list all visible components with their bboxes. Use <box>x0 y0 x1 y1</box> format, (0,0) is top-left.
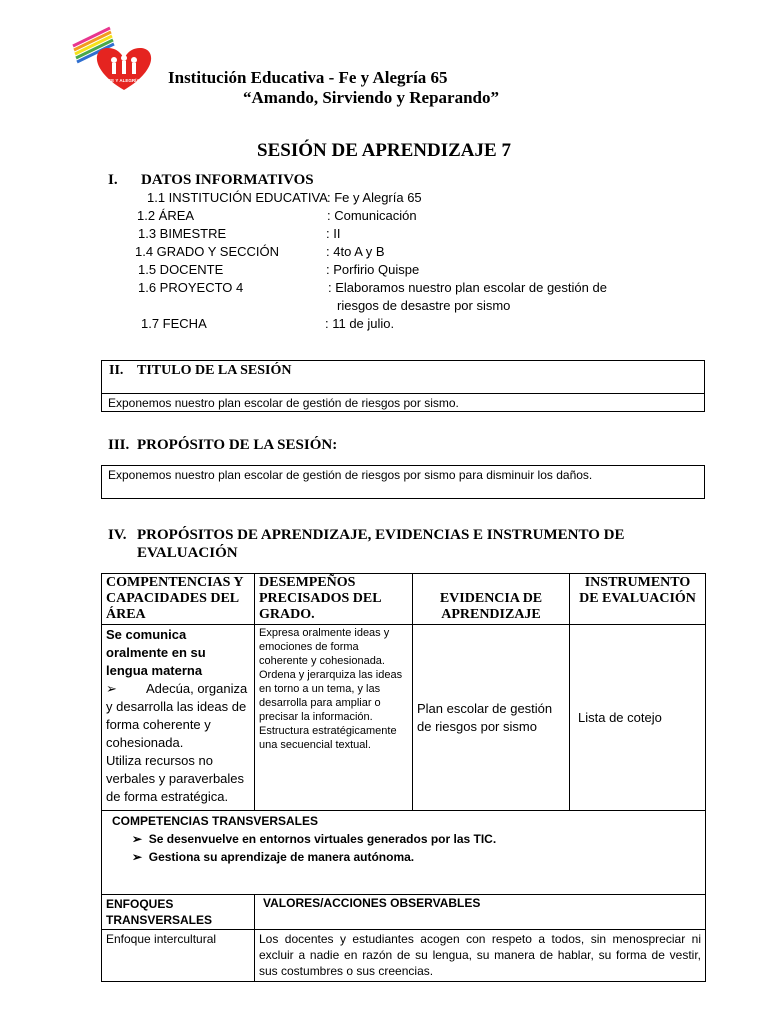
list-item: ➢ Gestiona su aprendizaje de manera autónoma. <box>132 850 415 864</box>
section-number: IV. <box>108 527 127 543</box>
table-header-row <box>102 574 706 625</box>
info-value: : Fe y Alegría 65 <box>327 190 422 205</box>
table-row <box>102 811 706 895</box>
table-header: INSTRUMENTO DE EVALUACIÓN <box>570 574 706 625</box>
info-value: : II <box>326 226 341 241</box>
section-title: PROPÓSITOS DE APRENDIZAJE, EVIDENCIAS E INSTRUMENTO DE <box>137 527 625 543</box>
info-label: 1.1 INSTITUCIÓN EDUCATIVA <box>147 190 328 205</box>
session-title-text: Exponemos nuestro plan escolar de gestión de riesgos por sismo. <box>108 396 459 410</box>
svg-text:FE Y ALEGRÍA: FE Y ALEGRÍA <box>108 78 140 83</box>
competencia-title: Se comunica oralmente en su lengua materna <box>106 627 206 678</box>
table-header: COMPENTENCIAS Y CAPACIDADES DEL ÁREA <box>102 574 255 625</box>
transversales-cell <box>102 811 706 895</box>
purpose-text: Exponemos nuestro plan escolar de gestión de riesgos por sismo para disminuir los daños. <box>108 468 593 482</box>
section-title-continued: EVALUACIÓN <box>137 545 238 561</box>
school-logo <box>70 26 160 96</box>
transversales-title: COMPETENCIAS TRANSVERSALES <box>112 814 319 828</box>
info-value-continued: riesgos de desastre por sismo <box>337 298 511 313</box>
info-value: : Porfirio Quispe <box>326 262 420 277</box>
table-row <box>102 930 706 982</box>
arrow-bullet-icon: ➢ <box>132 850 143 864</box>
section-number: I. <box>108 172 118 188</box>
evaluation-table <box>101 573 706 982</box>
section-title: DATOS INFORMATIVOS <box>141 172 314 188</box>
info-label: 1.7 FECHA <box>141 316 207 331</box>
info-label: 1.3 BIMESTRE <box>138 226 227 241</box>
table-header: EVIDENCIA DE APRENDIZAJE <box>413 574 570 625</box>
logo-heart-icon <box>70 26 160 96</box>
info-value: : Elaboramos nuestro plan escolar de gestión de <box>328 280 607 295</box>
list-item: ➢ Se desenvuelve en entornos virtuales generados por las TIC. <box>132 832 497 846</box>
arrow-bullet-icon: ➢ <box>132 832 143 846</box>
table-row <box>102 895 706 930</box>
section-title: TITULO DE LA SESIÓN <box>137 363 292 378</box>
capacidad-text: Utiliza recursos no verbales y paraverbales de forma estratégica. <box>106 753 245 804</box>
school-motto: “Amando, Sirviendo y Reparando” <box>243 88 499 107</box>
section-title: PROPÓSITO DE LA SESIÓN: <box>137 437 338 453</box>
valores-header: VALORES/ACCIONES OBSERVABLES <box>255 895 706 930</box>
enfoques-header: ENFOQUES TRANSVERSALES <box>102 895 255 930</box>
instrumento-cell: Lista de cotejo <box>570 625 706 811</box>
valores-cell: Los docentes y estudiantes acogen con respeto a todos, sin menospreciar ni excluir a nadie en razón de su lengua, su manera de hablar, su forma de vestir, sus costumbres o sus creencias. <box>255 930 706 982</box>
session-title-box <box>101 360 705 394</box>
section-number: II. <box>109 363 124 378</box>
purpose-box <box>101 465 705 499</box>
session-title-text-box <box>101 393 705 412</box>
page-title: SESIÓN DE APRENDIZAJE 7 <box>257 140 511 161</box>
desempenos-cell: Expresa oralmente ideas y emociones de forma coherente y cohesionada. Ordena y jerarquiza las ideas en torno a un tema, y las desarrolla para ampliar o precisar la información. Estructura estratégicamente una secuencial textual. <box>255 625 413 811</box>
info-label: 1.6 PROYECTO 4 <box>138 280 244 295</box>
info-label: 1.2 ÁREA <box>137 208 195 223</box>
competencias-cell <box>102 625 255 811</box>
info-label: 1.5 DOCENTE <box>138 262 224 277</box>
capacidad-text: Adecúa, organiza y desarrolla las ideas de forma coherente y cohesionada. <box>106 681 248 750</box>
table-row <box>102 625 706 811</box>
info-value: : 11 de julio. <box>325 316 395 331</box>
info-label: 1.4 GRADO Y SECCIÓN <box>135 244 280 259</box>
info-value: : 4to A y B <box>326 244 385 259</box>
table-header: DESEMPEÑOS PRECISADOS DEL GRADO. <box>255 574 413 625</box>
section-number: III. <box>108 437 130 453</box>
school-name: Institución Educativa - Fe y Alegría 65 <box>168 68 448 87</box>
enfoque-cell: Enfoque intercultural <box>102 930 255 982</box>
info-value: : Comunicación <box>327 208 417 223</box>
arrow-bullet-icon: ➢ <box>106 681 117 696</box>
evidencia-cell: Plan escolar de gestión de riesgos por sismo <box>413 625 570 811</box>
